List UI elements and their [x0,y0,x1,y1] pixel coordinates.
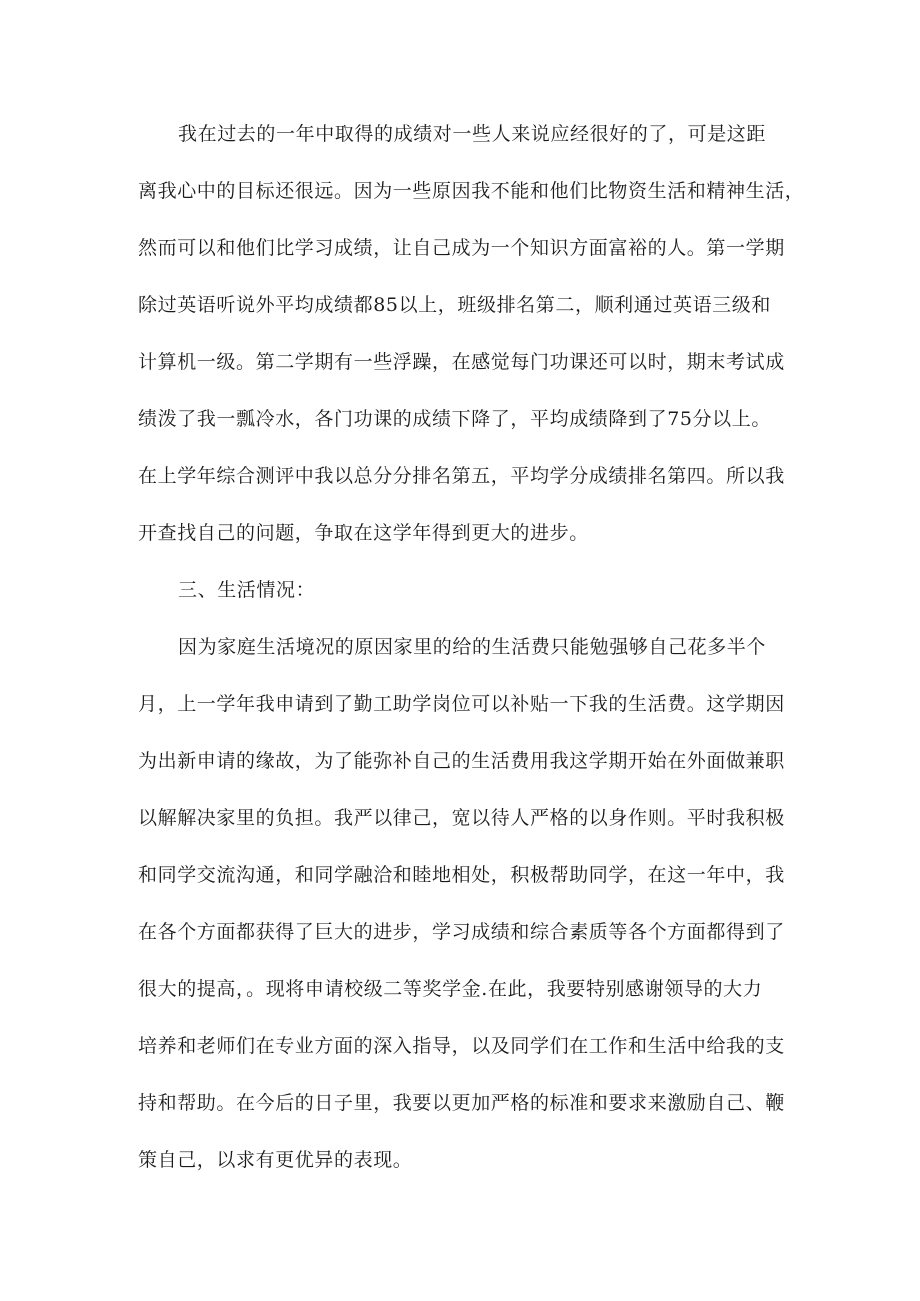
paragraph-line: 持和帮助。在今后的日子里，我要以更加严格的标准和要求来激励自己、鞭 [138,1092,785,1114]
document-body [138,123,805,1207]
paragraph-line: 开查找自己的问题，争取在这学年得到更大的进步。 [138,522,589,544]
paragraph-line: 然而可以和他们比学习成绩，让自己成为一个知识方面富裕的人。第一学期 [138,237,785,259]
paragraph-line: 以解解决家里的负担。我严以律己，宽以待人严格的以身作则。平时我积极 [138,807,785,829]
section-heading: 三、生活情况： [178,579,316,601]
paragraph-line: 月，上一学年我申请到了勤工助学岗位可以补贴一下我的生活费。这学期因 [138,693,785,715]
paragraph-line: 因为家庭生活境况的原因家里的给的生活费只能勉强够自己花多半个 [178,636,767,658]
paragraph-line: 和同学交流沟通，和同学融洽和睦地相处，积极帮助同学，在这一年中，我 [138,864,785,886]
paragraph-line: 我在过去的一年中取得的成绩对一些人来说应经很好的了，可是这距 [178,123,767,145]
paragraph-line: 绩泼了我一瓢冷水，各门功课的成绩下降了，平均成绩降到了75分以上。 [138,408,771,430]
paragraph-line: 很大的提高，。现将申请校级二等奖学金.在此，我要特别感谢领导的大力 [138,978,763,1000]
paragraph-line: 在各个方面都获得了巨大的进步，学习成绩和综合素质等各个方面都得到了 [138,921,785,943]
paragraph-line: 计算机一级。第二学期有一些浮躁，在感觉每门功课还可以时，期末考试成 [138,351,785,373]
paragraph-line: 为出新申请的缘故，为了能弥补自己的生活费用我这学期开始在外面做兼职 [138,750,785,772]
paragraph-line: 在上学年综合测评中我以总分分排名第五，平均学分成绩排名第四。所以我 [138,465,785,487]
paragraph-line: 培养和老师们在专业方面的深入指导，以及同学们在工作和生活中给我的支 [138,1035,785,1057]
paragraph-line: 离我心中的目标还很远。因为一些原因我不能和他们比物资生活和精神生活， [138,180,805,202]
paragraph-line: 除过英语听说外平均成绩都85以上，班级排名第二，顺利通过英语三级和 [138,294,771,316]
paragraph-line: 策自己，以求有更优异的表现。 [138,1149,413,1171]
